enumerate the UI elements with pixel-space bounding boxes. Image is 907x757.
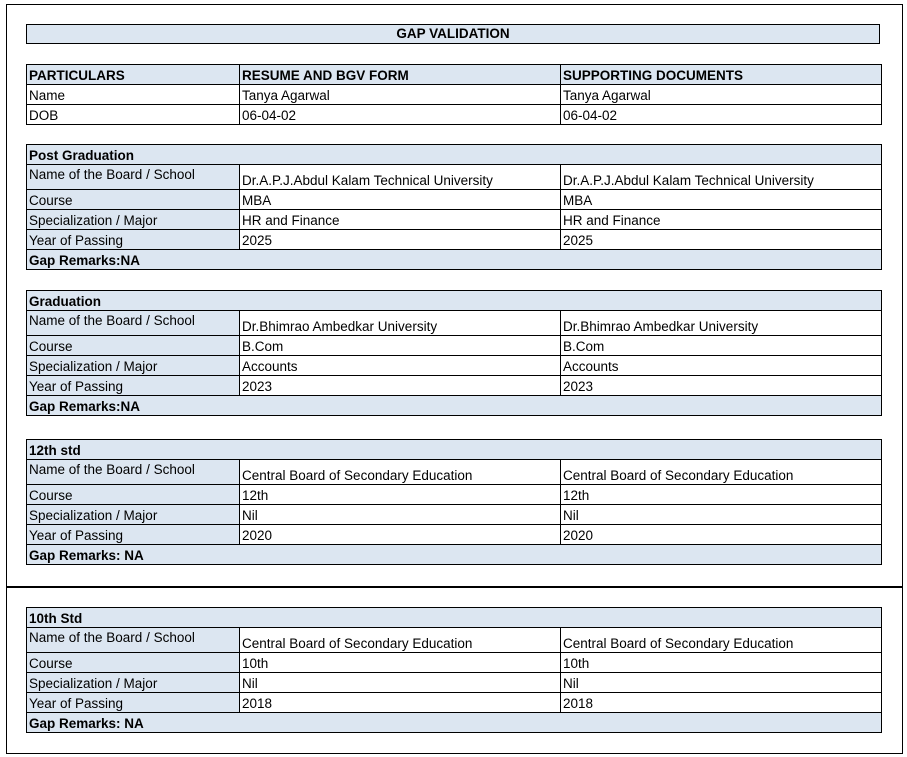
post-graduation-table: [26, 144, 882, 270]
resume-value: 06-04-02: [240, 105, 561, 125]
resume-value: 2018: [240, 693, 561, 713]
name-row: [27, 85, 882, 105]
docs-value: Central Board of Secondary Education: [561, 460, 882, 485]
resume-value: 10th: [240, 653, 561, 673]
header-particulars: PARTICULARS: [27, 65, 240, 85]
twelfth-std-table: [26, 439, 882, 565]
docs-value: 10th: [561, 653, 882, 673]
docs-value: 2025: [561, 230, 882, 250]
page-title: GAP VALIDATION: [26, 24, 880, 44]
docs-value: 12th: [561, 485, 882, 505]
row-label: Course: [27, 485, 240, 505]
row-label: Year of Passing: [27, 376, 240, 396]
docs-value: Nil: [561, 673, 882, 693]
row-label: DOB: [27, 105, 240, 125]
row-label: Specialization / Major: [27, 356, 240, 376]
docs-value: Accounts: [561, 356, 882, 376]
section-title: Post Graduation: [27, 145, 882, 165]
docs-value: Nil: [561, 505, 882, 525]
row-label: Name: [27, 85, 240, 105]
header-resume: RESUME AND BGV FORM: [240, 65, 561, 85]
docs-value: 2023: [561, 376, 882, 396]
docs-value: Tanya Agarwal: [561, 85, 882, 105]
section-title: 12th std: [27, 440, 882, 460]
gap-remarks: Gap Remarks:NA: [27, 250, 882, 270]
resume-value: Central Board of Secondary Education: [240, 628, 561, 653]
docs-value: 2018: [561, 693, 882, 713]
docs-value: Dr.A.P.J.Abdul Kalam Technical University: [561, 165, 882, 190]
docs-value: HR and Finance: [561, 210, 882, 230]
resume-value: Tanya Agarwal: [240, 85, 561, 105]
gap-remarks: Gap Remarks: NA: [27, 545, 882, 565]
resume-value: Accounts: [240, 356, 561, 376]
resume-value: Nil: [240, 505, 561, 525]
row-label: Year of Passing: [27, 525, 240, 545]
row-label: Name of the Board / School: [27, 460, 240, 485]
row-label: Year of Passing: [27, 230, 240, 250]
row-label: Name of the Board / School: [27, 311, 240, 336]
docs-value: Dr.Bhimrao Ambedkar University: [561, 311, 882, 336]
docs-value: 06-04-02: [561, 105, 882, 125]
docs-value: B.Com: [561, 336, 882, 356]
header-supporting-docs: SUPPORTING DOCUMENTS: [561, 65, 882, 85]
row-label: Specialization / Major: [27, 210, 240, 230]
row-label: Year of Passing: [27, 693, 240, 713]
gap-remarks: Gap Remarks: NA: [27, 713, 882, 733]
resume-value: Nil: [240, 673, 561, 693]
resume-value: 2020: [240, 525, 561, 545]
docs-value: MBA: [561, 190, 882, 210]
row-label: Name of the Board / School: [27, 165, 240, 190]
resume-value: MBA: [240, 190, 561, 210]
resume-value: 12th: [240, 485, 561, 505]
tenth-std-table: [26, 607, 882, 733]
dob-row: [27, 105, 882, 125]
section-title: Graduation: [27, 291, 882, 311]
row-label: Course: [27, 190, 240, 210]
section-title: 10th Std: [27, 608, 882, 628]
row-label: Name of the Board / School: [27, 628, 240, 653]
row-label: Course: [27, 653, 240, 673]
row-label: Course: [27, 336, 240, 356]
docs-value: Central Board of Secondary Education: [561, 628, 882, 653]
docs-value: 2020: [561, 525, 882, 545]
gap-remarks: Gap Remarks:NA: [27, 396, 882, 416]
resume-value: Dr.A.P.J.Abdul Kalam Technical University: [240, 165, 561, 190]
resume-value: 2023: [240, 376, 561, 396]
resume-value: HR and Finance: [240, 210, 561, 230]
personal-details-table: [26, 64, 882, 125]
row-label: Specialization / Major: [27, 505, 240, 525]
header-row: [27, 65, 882, 85]
resume-value: Dr.Bhimrao Ambedkar University: [240, 311, 561, 336]
resume-value: B.Com: [240, 336, 561, 356]
resume-value: 2025: [240, 230, 561, 250]
graduation-table: [26, 290, 882, 416]
row-label: Specialization / Major: [27, 673, 240, 693]
resume-value: Central Board of Secondary Education: [240, 460, 561, 485]
